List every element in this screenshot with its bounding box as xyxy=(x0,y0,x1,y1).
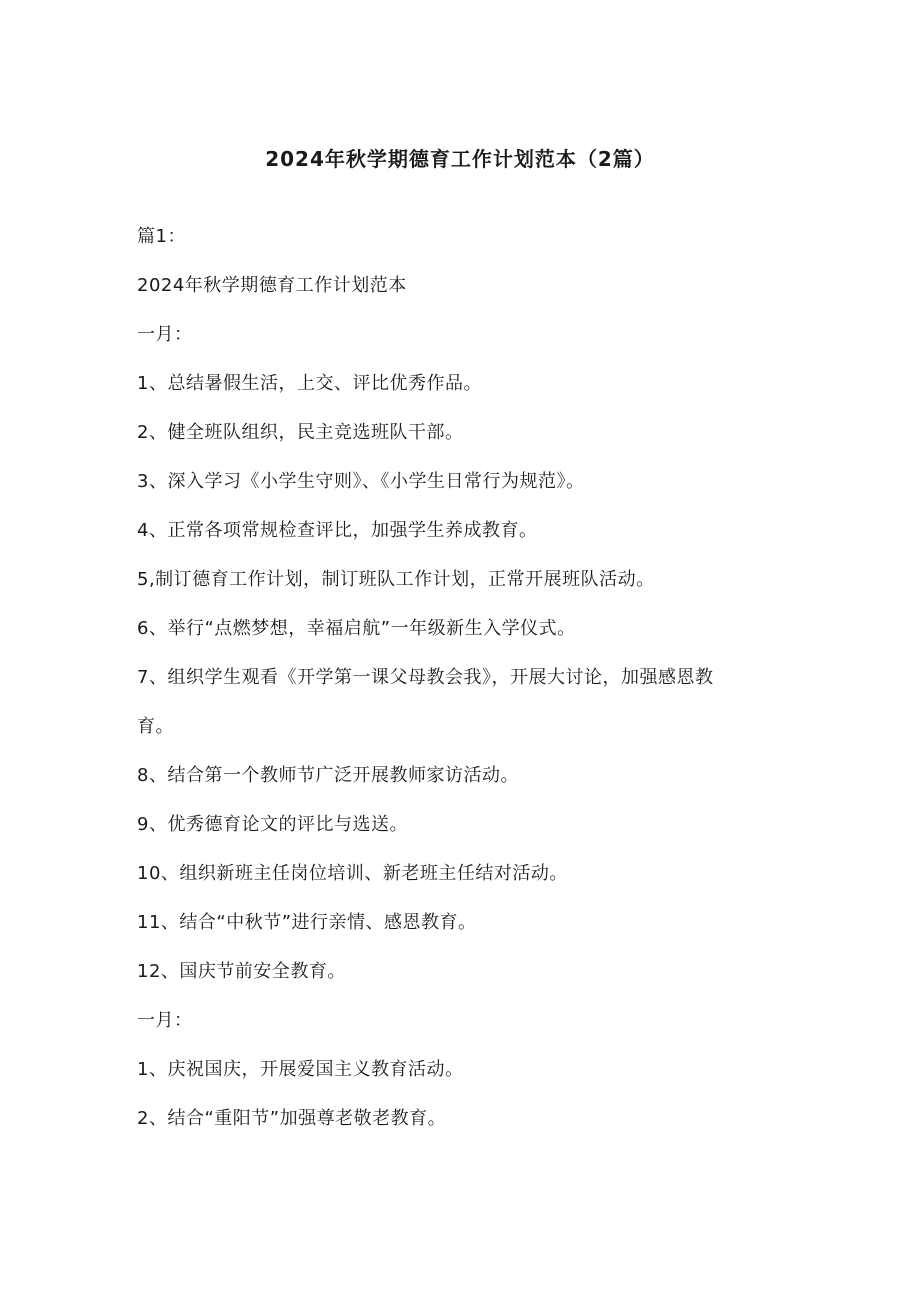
list-item: 10、组织新班主任岗位培训、新老班主任结对活动。 xyxy=(137,863,568,884)
subtitle: 2024年秋学期德育工作计划范本 xyxy=(137,275,407,296)
list-item: 1、总结暑假生活，上交、评比优秀作品。 xyxy=(137,373,482,394)
list-item: 4、正常各项常规检查评比，加强学生养成教育。 xyxy=(137,520,538,541)
list-item: 8、结合第一个教师节广泛开展教师家访活动。 xyxy=(137,765,519,786)
document-title: 2024年秋学期德育工作计划范本（2篇） xyxy=(265,147,655,171)
list-item: 6、举行“点燃梦想，幸福启航”一年级新生入学仪式。 xyxy=(137,618,576,639)
list-item: 1、庆祝国庆，开展爱国主义教育活动。 xyxy=(137,1059,464,1080)
list-item: 2、结合“重阳节”加强尊老敬老教育。 xyxy=(137,1108,447,1129)
month-heading: 一月： xyxy=(137,324,193,345)
list-item: 2、健全班队组织，民主竞选班队干部。 xyxy=(137,422,464,443)
list-item: 7、组织学生观看《开学第一课父母教会我》，开展大讨论，加强感恩教 xyxy=(137,667,714,688)
list-item: 9、优秀德育论文的评比与选送。 xyxy=(137,814,408,835)
month-heading: 一月： xyxy=(137,1010,193,1031)
list-item: 12、国庆节前安全教育。 xyxy=(137,961,346,982)
list-item: 3、深入学习《小学生守则》、《小学生日常行为规范》。 xyxy=(137,471,585,492)
list-item-continuation: 育。 xyxy=(137,716,174,737)
list-item: 11、结合“中秋节”进行亲情、感恩教育。 xyxy=(137,912,477,933)
section-label: 篇1： xyxy=(137,226,186,247)
list-item: 5,制订德育工作计划，制订班队工作计划，正常开展班队活动。 xyxy=(137,569,655,590)
